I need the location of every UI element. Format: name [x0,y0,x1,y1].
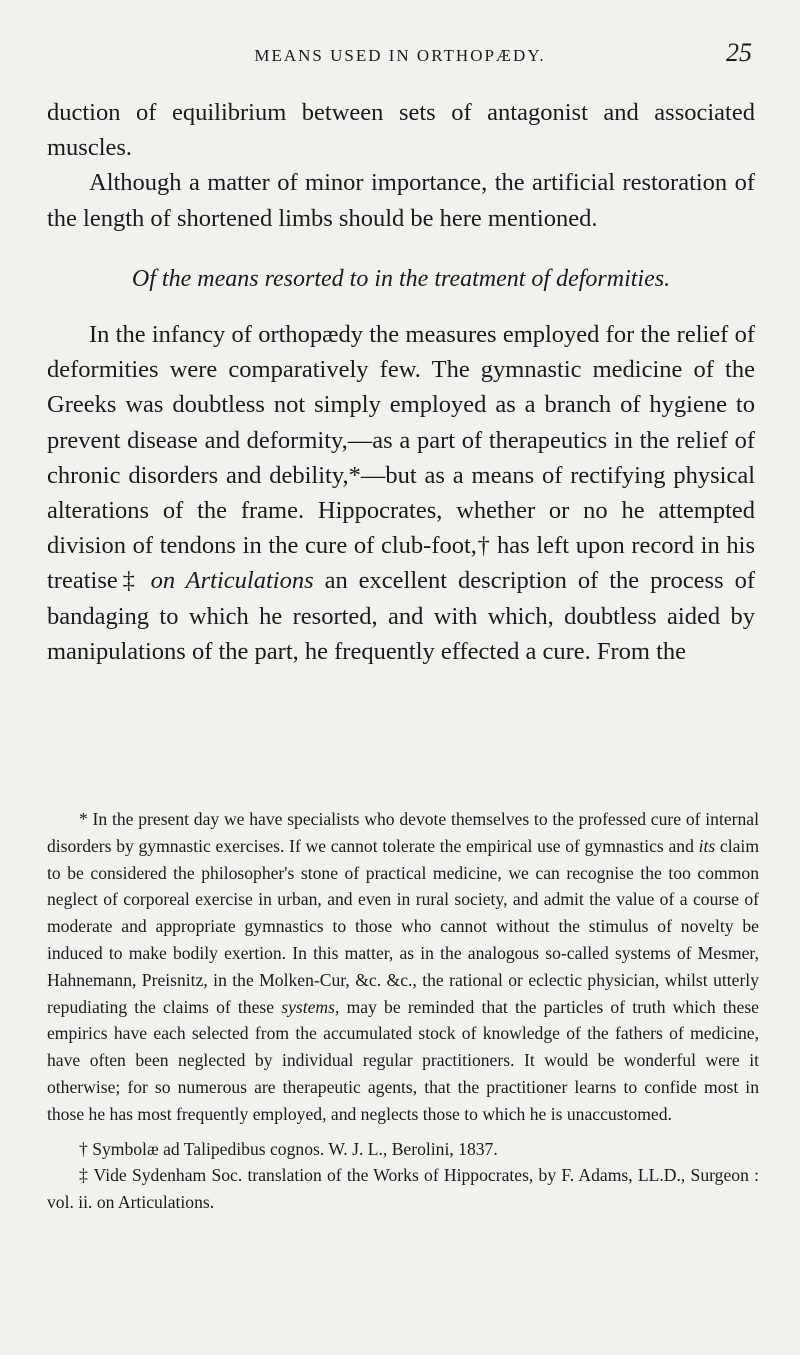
paragraph-history-text-2: an excellent description of the process of bandaging to which he resorted, and with which, doubtless aided by manipulations of the part, he frequently effected a cure. From the [47,567,755,665]
footnote-star-italic-1: its [698,835,716,856]
page-number: 25 [726,38,752,67]
footnote-star-text-1: * In the present day we have specialists who devote themselves to the professed cure of internal disorders by gymnastic exercises. If we cannot tolerate the empirical use of gymnastics and [47,809,759,856]
running-title: MEANS USED IN ORTHOPÆDY. [254,46,546,65]
treatise-title: on Articulations [150,567,314,595]
paragraph-history-text-1: In the infancy of orthopædy the measures employed for the relief of deformities were comparatively few. The gymnastic medicine of the Greeks was doubtless not simply employed as a branch of hygiene to prevent disease and deformity,—as a part of therapeutics in the relief of chronic disorders and debility,*—but as a means of rectifying physical alterations of the frame. Hippocrates, whether or no he attempted division of tendons in the cure of club-foot,† has left upon record in his treatise‡ [47,321,755,595]
paragraph-continued: duction of equilibrium between sets of antagonist and associated muscles. [47,99,755,162]
section-heading: Of the means resorted to in the treatment of deformities. [131,265,671,292]
footnote-star-italic-2: systems [281,996,335,1017]
paragraph-history [47,317,755,669]
footnote-star-text-3: , may be reminded that the particles of truth which these empirics have each selected from the accumulated stock of knowledge of the fathers of medicine, have often been neglected by individual regular practitioners. It would be wonderful were it otherwise; for so numerous are therapeutic agents, that the practitioner learns to confide most in those he has most frequently employed, and neglects those to which he is unaccustomed. [47,996,759,1124]
body-text [47,95,755,669]
footnote-dagger: † Symbolæ ad Talipedibus cognos. W. J. L., Berolini, 1837. [79,1138,498,1159]
footnote-star [47,806,759,1128]
paragraph-limb-restoration: Although a matter of minor importance, the artificial restoration of the length of shortened limbs should be here mentioned. [47,169,755,232]
footnote-double-dagger: ‡ Vide Sydenham Soc. translation of the Works of Hippocrates, by F. Adams, LL.D., Surgeon : vol. ii. on Articulations. [47,1165,759,1213]
footnote-star-text-2: claim to be considered the philosopher's stone of practical medicine, we can recognise the too common neglect of corporeal exercise in urban, and even in rural society, and admit the value of a course of moderate and appropriate gymnastics to those who cannot without the stimulus of novelty be induced to make bodily exertion. In this matter, as in the analogous so-called systems of Mesmer, Hahnemann, Preisnitz, in the Molken-Cur, &c. &c., the rational or eclectic physician, whilst utterly repudiating the claims of these [47,835,759,1017]
footnotes [47,806,759,1216]
running-head [48,38,752,70]
